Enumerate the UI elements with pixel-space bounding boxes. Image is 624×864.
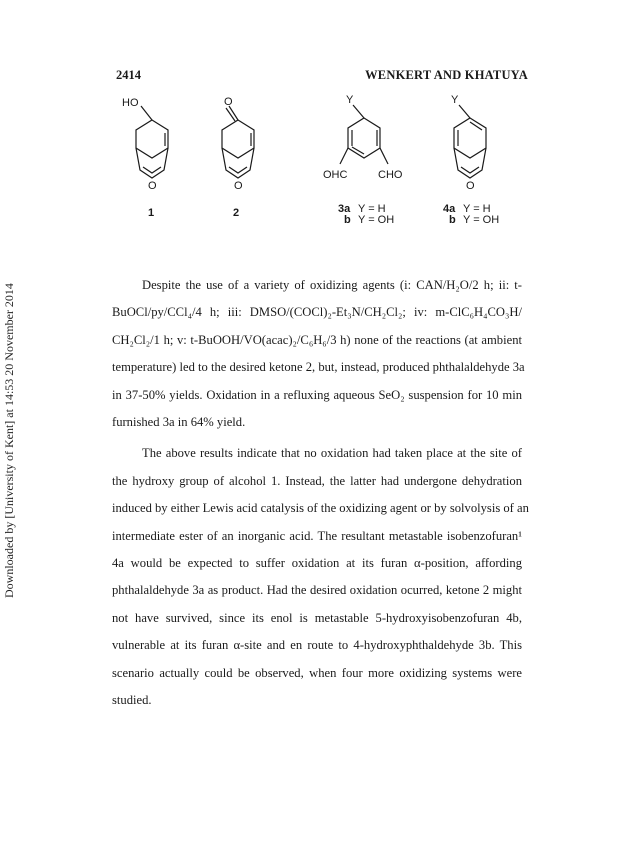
structure-1-substituent: HO [122,97,139,109]
compound-4a-definition: Y = H [463,203,491,215]
paragraph-line: the hydroxy group of alcohol 1. Instead, the latter had undergone dehydration [112,473,522,488]
article-body [112,272,529,715]
structure-1-oxygen: O [148,180,157,192]
structure-4-substituent: Y [451,94,459,106]
chemical-scheme [0,88,624,238]
compound-3a-definition: Y = H [358,203,386,215]
structure-3-right-aldehyde: CHO [378,169,403,181]
paragraph-line: furnished 3a in 64% yield. [112,415,246,430]
scheme-structures [0,88,624,238]
paragraph-line: in 37-50% yields. Oxidation in a refluxing aqueous SeO₂ suspension for 10 min [112,387,522,402]
structure-3-left-aldehyde: OHC [323,169,348,181]
structure-3 [340,105,388,164]
compound-number-1: 1 [148,207,155,219]
structure-4 [454,105,486,178]
compound-number-3a: 3a [338,203,351,215]
paragraph-line: The above results indicate that no oxidation had taken place at the site of [142,446,522,461]
paragraph-line: Despite the use of a variety of oxidizing agents (i: CAN/H₂O/2 h; ii: t- [142,278,522,292]
paragraph-line: CH₂Cl₂/1 h; v: t-BuOOH/VO(acac)₂/C₆H₆/3 h) none of the reactions (at ambient [112,332,522,347]
structure-3-substituent: Y [346,94,354,106]
compound-label-4b: b [449,214,456,226]
paragraph-line: not have survived, since its enol is metastable 5-hydroxyisobenzofuran 4b, [112,610,522,625]
compound-4b-definition: Y = OH [463,214,500,226]
running-head: WENKERT AND KHATUYA [365,68,528,82]
structure-1 [136,106,168,178]
paragraph-line: vulnerable at its furan α-site and en route to 4-hydroxyphthaldehyde 3b. This [112,638,522,653]
paragraph-2 [112,440,529,714]
structure-2-oxygen: O [234,180,243,192]
paragraph-line: BuOCl/py/CCl₄/4 h; iii: DMSO/(COCl)₂-Et₃N/CH₂Cl₂; iv: m-ClC₆H₄CO₃H/ [112,305,522,320]
page-number: 2414 [116,68,141,82]
paragraph-line: 4a would be expected to suffer oxidation at its furan α-position, affording [112,556,522,571]
compound-label-3b: b [344,214,351,226]
paragraph-1 [112,272,525,436]
structure-2 [222,106,254,178]
paragraph-line: phthalaldehyde 3a as product. Had the desired oxidation ocurred, ketone 2 might [112,583,522,598]
paragraph-line: scenario actually could be observed, when four more oxidizing systems were [112,665,522,680]
download-watermark: Downloaded by [University of Kent] at 14:53 20 November 2014 [2,283,16,598]
structure-4-oxygen: O [466,180,475,192]
paragraph-line: studied. [112,693,152,708]
paragraph-line: intermediate ester of an inorganic acid. The resultant metastable isobenzofuran¹ [112,528,522,543]
paragraph-line: temperature) led to the desired ketone 2, but, instead, produced phthalaldehyde 3a [112,360,525,375]
paragraph-line: induced by either Lewis acid catalysis of the oxidizing agent or by solvolysis of an [112,501,529,516]
compound-number-2: 2 [233,207,240,219]
compound-number-4a: 4a [443,203,456,215]
compound-3b-definition: Y = OH [358,214,395,226]
structure-2-carbonyl-oxygen: O [224,96,233,108]
